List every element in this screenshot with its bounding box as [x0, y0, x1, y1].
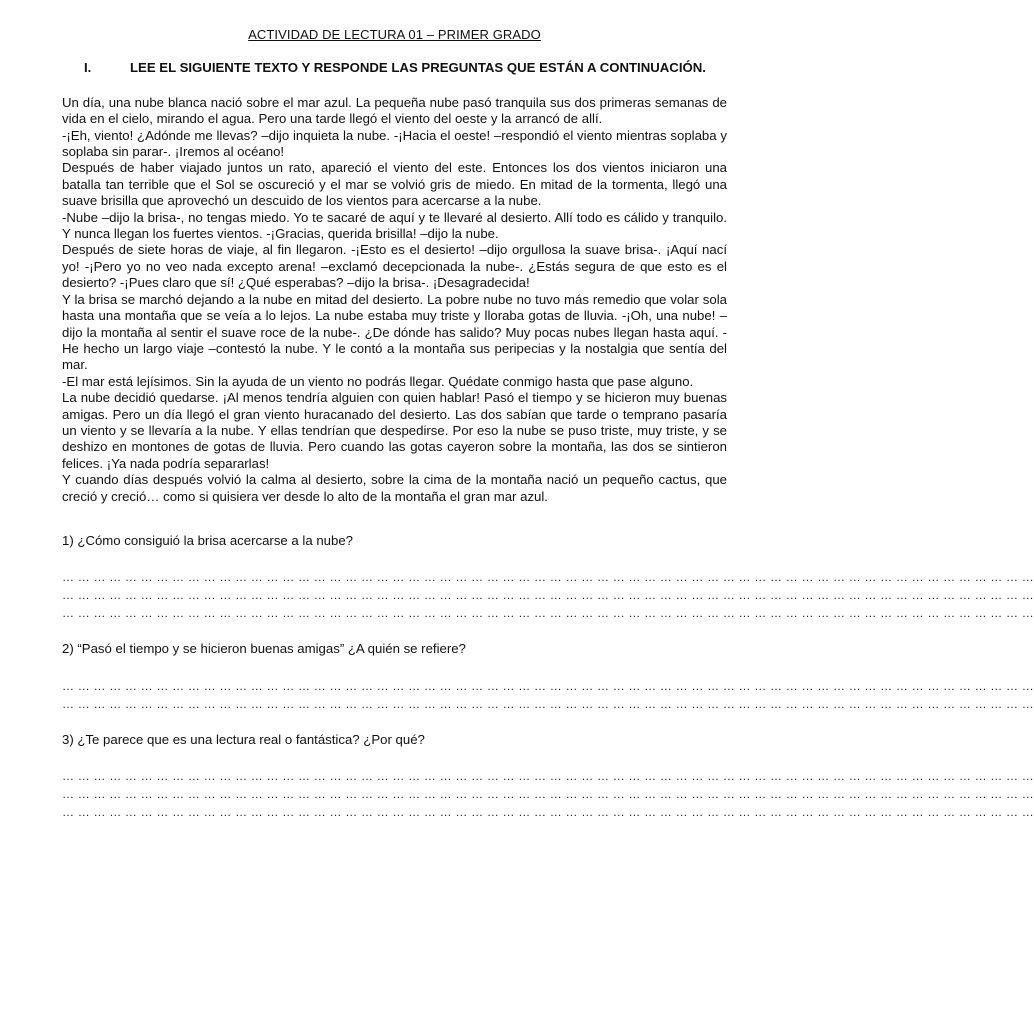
answer-line[interactable]: … … … … … … … … … … … … … … … … … … … … … … … … … … … … … … … … … … … … … … … … … … … … … … … … … … … … … … … … … … … … … …: [62, 805, 1034, 820]
story-paragraph: Después de haber viajado juntos un rato, apareció el viento del este. Entonces los dos vientos iniciaron una batalla tan terrible que el Sol se oscureció y el mar se volvió gris de miedo. En mitad de la tormenta, llegó una suave brisilla que aprovechó un descuido de los vientos para acercarse a la nube.: [62, 160, 727, 209]
story-paragraph: Un día, una nube blanca nació sobre el mar azul. La pequeña nube pasó tranquila sus dos primeras semanas de vida en el cielo, mirando el agua. Pero una tarde llegó el viento del oeste y la arrancó de allí.: [62, 94, 727, 127]
question-text: 2) “Pasó el tiempo y se hicieron buenas amigas” ¿A quién se refiere?: [62, 641, 466, 657]
page-title: ACTIVIDAD DE LECTURA 01 – PRIMER GRADO: [248, 27, 541, 42]
worksheet-page: [62, 27, 1034, 840]
story-paragraph: Después de siete horas de viaje, al fin llegaron. -¡Esto es el desierto! –dijo orgullosa la suave brisa-. ¡Aquí nací yo! -¡Pero yo no veo nada excepto arena! –exclamó decepcionada la nube-. ¿Estás segura de que esto es el desierto? -¡Pues claro que sí! ¿Qué esperabas? –dijo la brisa-. ¡Desagradecida!: [62, 242, 727, 291]
story-text: [62, 95, 727, 505]
questions-section: [62, 532, 1034, 821]
instruction-text: LEE EL SIGUIENTE TEXTO Y RESPONDE LAS PREGUNTAS QUE ESTÁN A CONTINUACIÓN.: [130, 60, 706, 76]
question-block: [62, 731, 1034, 821]
question-text: 3) ¿Te parece que es una lectura real o fantástica? ¿Por qué?: [62, 731, 425, 747]
story-paragraph: -El mar está lejísimos. Sin la ayuda de un viento no podrás llegar. Quédate conmigo hasta que pase alguno.: [62, 373, 694, 389]
instruction-number: I.: [84, 60, 92, 76]
story-paragraph: -¡Eh, viento! ¿Adónde me llevas? –dijo inquieta la nube. -¡Hacia el oeste! –respondió el viento mientras soplaba y soplaba sin parar-. ¡Iremos al océano!: [62, 127, 727, 160]
story-paragraph: La nube decidió quedarse. ¡Al menos tendría alguien con quien hablar! Pasó el tiempo y se hicieron muy buenas amigas. Pero un día llegó el gran viento huracanado del desierto. Las dos sabían que tarde o temprano pasaría un viento y se llevaría a la nube. Y ellas tendrían que despedirse. Por eso la nube se puso triste, muy triste, y se deshizo en montones de gotas de lluvia. Pero cuando las gotas cayeron sobre la montaña, las dos se sintieron felices. ¡Ya nada podría separarlas!: [62, 390, 727, 471]
answer-line[interactable]: … … … … … … … … … … … … … … … … … … … … … … … … … … … … … … … … … … … … … … … … … … … … … … … … … … … … … … … … … … … … … …: [62, 769, 1034, 784]
answer-line[interactable]: … … … … … … … … … … … … … … … … … … … … … … … … … … … … … … … … … … … … … … … … … … … … … … … … … … … … … … … … … … … … … …: [62, 570, 1034, 585]
answer-line[interactable]: … … … … … … … … … … … … … … … … … … … … … … … … … … … … … … … … … … … … … … … … … … … … … … … … … … … … … … … … … … … … … …: [62, 696, 1034, 711]
answer-line[interactable]: … … … … … … … … … … … … … … … … … … … … … … … … … … … … … … … … … … … … … … … … … … … … … … … … … … … … … … … … … … … … … …: [62, 606, 1034, 621]
instruction: [62, 60, 727, 76]
story-paragraph: Y cuando días después volvió la calma al desierto, sobre la cima de la montaña nació un pequeño cactus, que creció y creció… como si quisiera ver desde lo alto de la montaña el gran mar azul.: [62, 472, 727, 504]
answer-line[interactable]: … … … … … … … … … … … … … … … … … … … … … … … … … … … … … … … … … … … … … … … … … … … … … … … … … … … … … … … … … … … … … …: [62, 678, 1034, 693]
question-block: [62, 532, 1034, 622]
question-block: [62, 641, 1034, 712]
answer-line[interactable]: … … … … … … … … … … … … … … … … … … … … … … … … … … … … … … … … … … … … … … … … … … … … … … … … … … … … … … … … … … … … … …: [62, 787, 1034, 802]
answer-line[interactable]: … … … … … … … … … … … … … … … … … … … … … … … … … … … … … … … … … … … … … … … … … … … … … … … … … … … … … … … … … … … … … …: [62, 588, 1034, 603]
story-paragraph: Y la brisa se marchó dejando a la nube en mitad del desierto. La pobre nube no tuvo más remedio que volar sola hasta una montaña que se veía a lo lejos. La nube estaba muy triste y lloraba gotas de lluvia. -¡Oh, una nube! –dijo la montaña al sentir el suave roce de la nube-. ¿De dónde has salido? Muy pocas nubes llegan hasta aquí. -He hecho un largo viaje –contestó la nube. Y le contó a la montaña sus peripecias y la nostalgia que sentía del mar.: [62, 291, 727, 373]
story-paragraph: -Nube –dijo la brisa-, no tengas miedo. Yo te sacaré de aquí y te llevaré al desierto. Allí todo es cálido y tranquilo. Y nunca llegan los fuertes vientos. -¡Gracias, querida brisilla! –dijo la nube.: [62, 209, 727, 242]
question-text: 1) ¿Cómo consiguió la brisa acercarse a la nube?: [62, 532, 354, 548]
